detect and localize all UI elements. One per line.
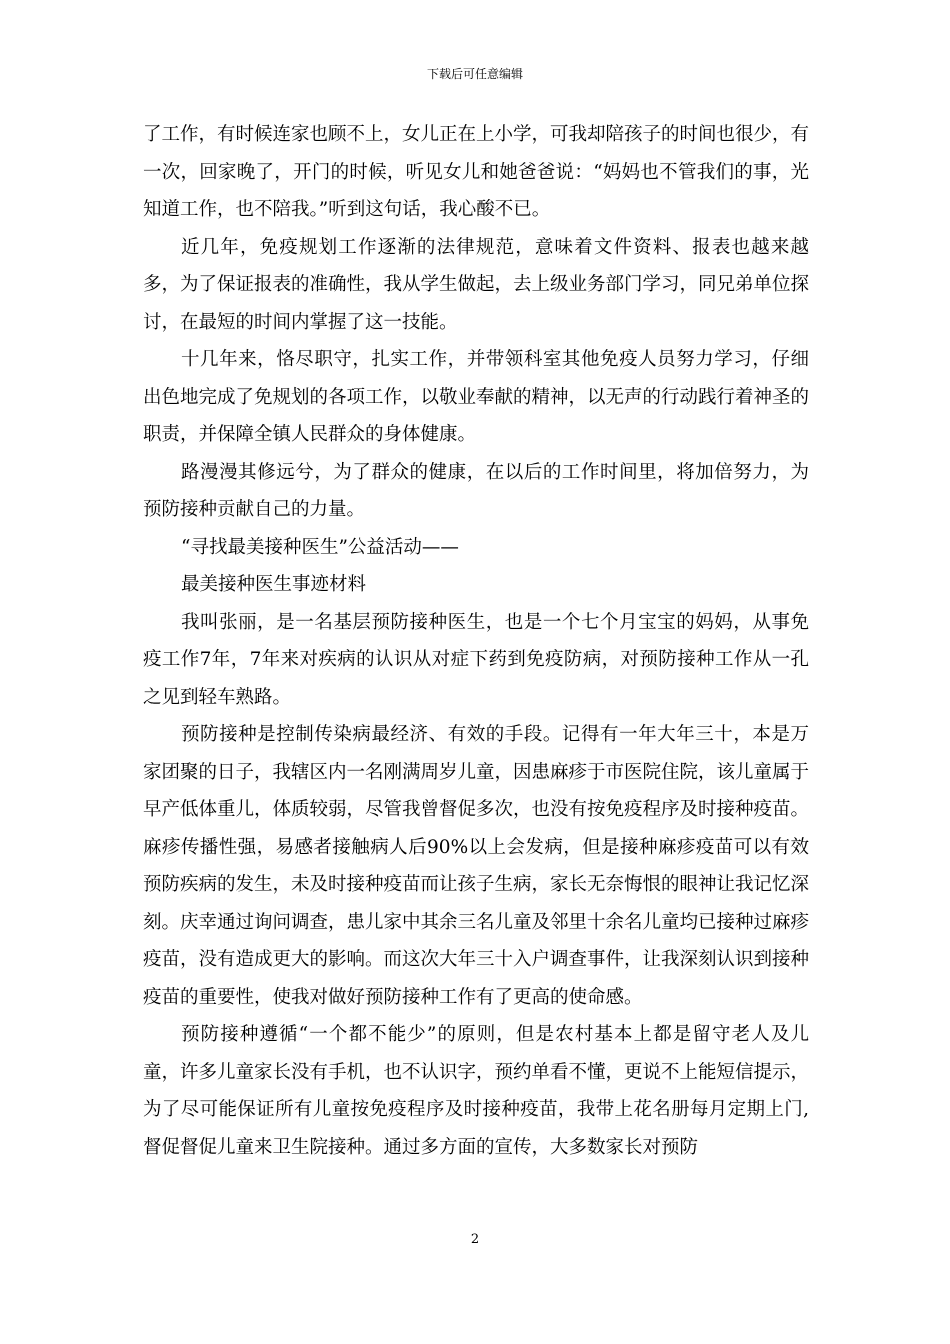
paragraph: 近几年，免疫规划工作逐渐的法律规范，意味着文件资料、报表也越来越多，为了保证报表的准确性，我从学生做起，去上级业务部门学习，同兄弟单位探讨，在最短的时间内掌握了这一技能。 (143, 236, 810, 333)
paragraph: 我叫张丽，是一名基层预防接种医生，也是一个七个月宝宝的妈妈，从事免疫工作7年，7年来对疾病的认识从对症下药到免疫防病，对预防接种工作从一孔之见到轻车熟路。 (143, 611, 809, 708)
paragraph: 路漫漫其修远兮，为了群众的健康，在以后的工作时间里，将加倍努力，为预防接种贡献自己的力量。 (143, 461, 809, 520)
paragraph: 预防接种是控制传染病最经济、有效的手段。记得有一年大年三十，本是万家团聚的日子，我辖区内一名刚满周岁儿童，因患麻疹于市医院住院，该儿童属于早产低体重儿，体质较弱，尽管我曾督促多次，也没有按免疫程序及时接种疫苗。麻疹传播性强，易感者接触病人后90%以上会发病，但是接种麻疹疫苗可以有效预防疾病的发生，未及时接种疫苗而让孩子生病，家长无奈悔恨的眼神让我记忆深刻。庆幸通过询问调查，患儿家中其余三名儿童及邻里十余名儿童均已接种过麻疹疫苗，没有造成更大的影响。而这次大年三十入户调查事件，让我深刻认识到接种疫苗的重要性，使我对做好预防接种工作有了更高的使命感。 (143, 724, 810, 1008)
section-title: 最美接种医生事迹材料 (181, 574, 367, 595)
page-header: 下载后可任意编辑 (426, 67, 523, 81)
section-heading: “寻找最美接种医生”公益活动—— (181, 536, 459, 558)
paragraph: 十几年来，恪尽职守，扎实工作，并带领科室其他免疫人员努力学习，仔细出色地完成了免规划的各项工作，以敬业奉献的精神，以无声的行动践行着神圣的职责，并保障全镇人民群众的身体健康。 (143, 349, 810, 445)
page-number: 2 (470, 1232, 480, 1247)
paragraph: 了工作，有时候连家也顾不上，女儿正在上小学，可我却陪孩子的时间也很少，有一次，回家晚了，开门的时候，听见女儿和她爸爸说：“妈妈也不管我们的事，光知道工作，也不陪我。”听到这句话，我心酸不已。 (143, 124, 810, 220)
document-body (143, 116, 809, 1166)
paragraph: 预防接种遵循“一个都不能少”的原则，但是农村基本上都是留守老人及儿童，许多儿童家长没有手机，也不认识字，预约单看不懂，更说不上能短信提示，为了尽可能保证所有儿童按免疫程序及时接种疫苗，我带上花名册每月定期上门,督促督促儿童来卫生院接种。通过多方面的宣传，大多数家长对预防 (143, 1024, 810, 1158)
